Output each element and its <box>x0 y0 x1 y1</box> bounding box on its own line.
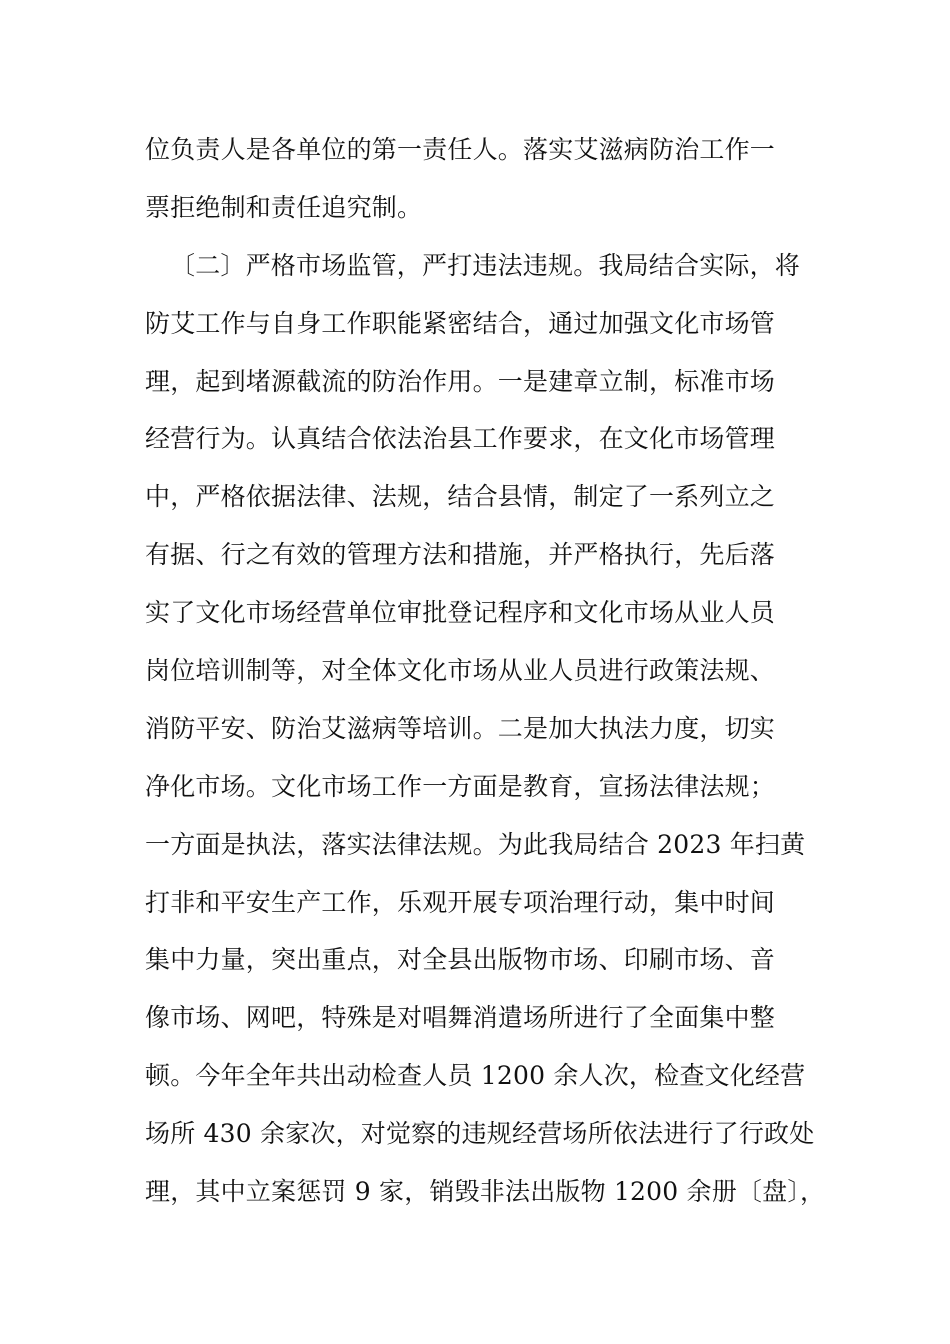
text-line: 岗位培训制等，对全体文化市场从业人员进行政策法规、 <box>145 656 776 686</box>
text-line: 经营行为。认真结合依法治县工作要求，在文化市场管理 <box>145 424 776 454</box>
text-line: 一方面是执法，落实法律法规。为此我局结合 2023 年扫黄 <box>145 829 806 859</box>
text-line: 票拒绝制和责任追究制。 <box>145 192 423 222</box>
text-line: 顿。今年全年共出动检查人员 1200 余人次，检查文化经营 <box>145 1061 806 1091</box>
text-line: 〔二〕严格市场监管，严打违法违规。我局结合实际，将 <box>170 250 801 280</box>
text-line: 集中力量，突出重点，对全县出版物市场、印刷市场、音 <box>145 945 776 975</box>
text-line: 有据、行之有效的管理方法和措施，并严格执行，先后落 <box>145 540 776 570</box>
body-text <box>145 121 825 1221</box>
text-line: 净化市场。文化市场工作一方面是教育，宣扬法律法规； <box>145 771 776 801</box>
text-line: 场所 430 余家次，对觉察的违规经营场所依法进行了行政处 <box>145 1119 815 1149</box>
text-line: 防艾工作与自身工作职能紧密结合，通过加强文化市场管 <box>145 308 776 338</box>
text-line: 打非和平安生产工作，乐观开展专项治理行动，集中时间 <box>145 887 776 917</box>
text-line: 理，其中立案惩罚 9 家，销毁非法出版物 1200 余册〔盘〕， <box>145 1177 826 1207</box>
text-line: 消防平安、防治艾滋病等培训。二是加大执法力度，切实 <box>145 713 776 743</box>
text-line: 像市场、网吧，特殊是对唱舞消遣场所进行了全面集中整 <box>145 1003 776 1033</box>
text-line: 中，严格依据法律、法规，结合县情，制定了一系列立之 <box>145 482 776 512</box>
text-line: 位负责人是各单位的第一责任人。落实艾滋病防治工作一 <box>145 135 776 164</box>
text-line: 实了文化市场经营单位审批登记程序和文化市场从业人员 <box>145 598 776 628</box>
text-line: 理，起到堵源截流的防治作用。一是建章立制，标准市场 <box>145 366 776 396</box>
